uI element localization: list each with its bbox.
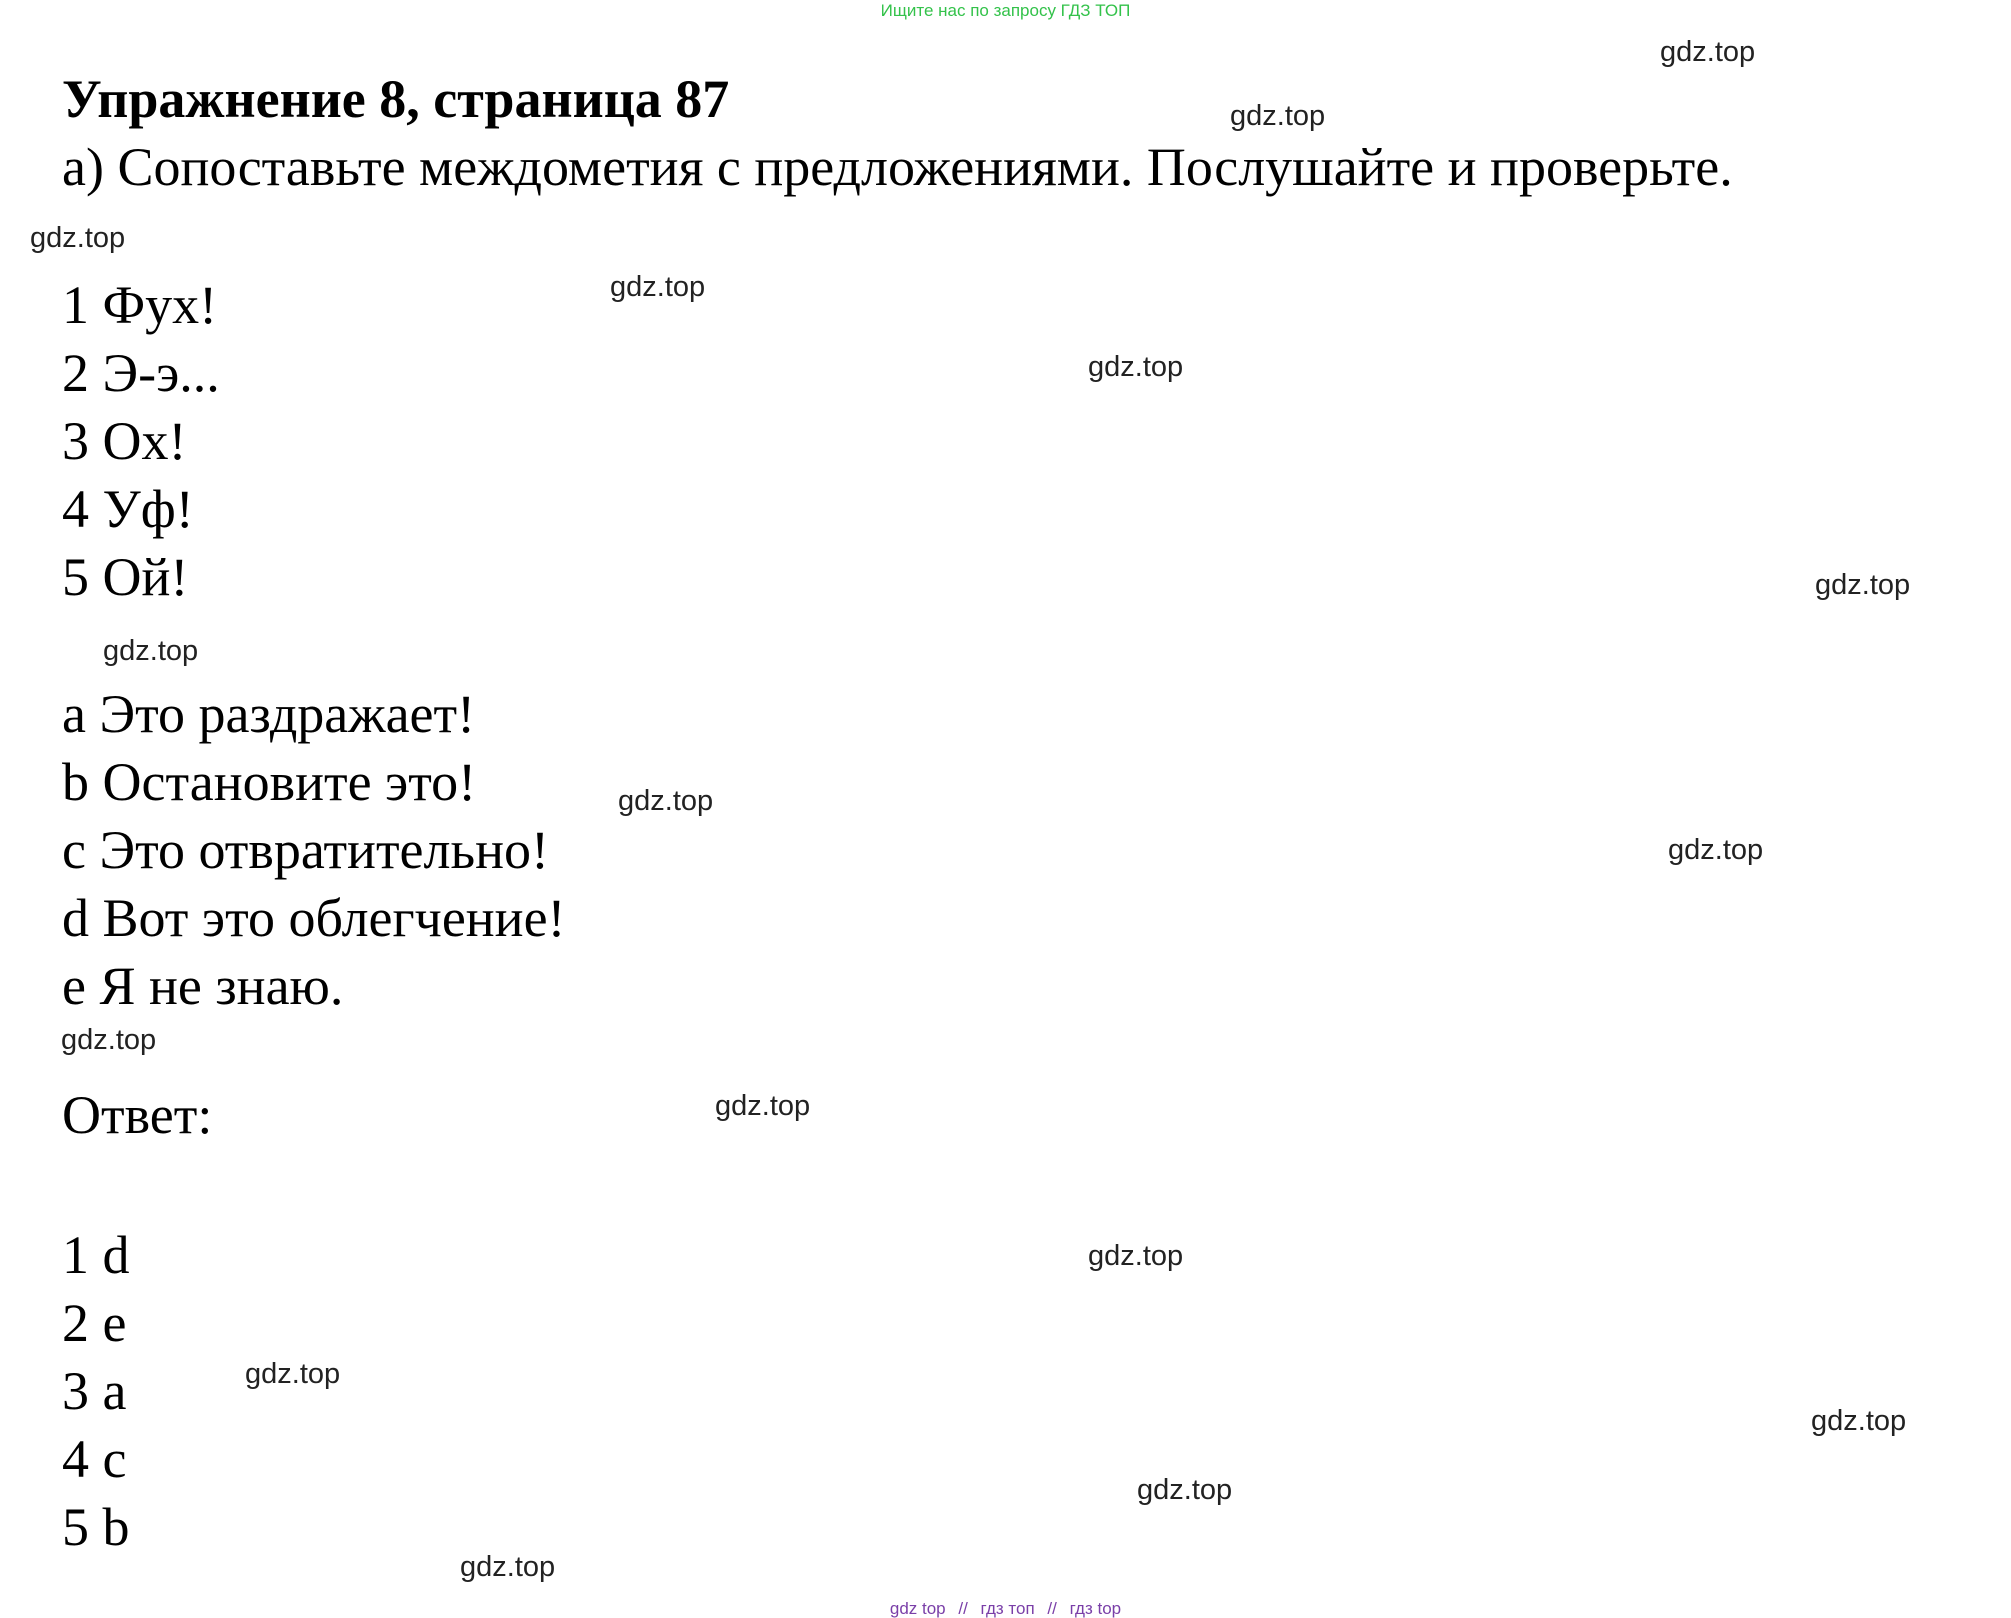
watermark: gdz.top — [1230, 100, 1326, 132]
interjection-item: 5 Ой! — [62, 547, 189, 607]
answer-label: Ответ: — [62, 1085, 213, 1145]
watermark: gdz.top — [715, 1090, 811, 1122]
watermark: gdz.top — [1811, 1405, 1907, 1437]
watermark: gdz.top — [245, 1358, 341, 1390]
watermark: gdz.top — [610, 271, 706, 303]
watermark: gdz.top — [1137, 1474, 1233, 1506]
watermark: gdz.top — [1660, 36, 1756, 68]
watermark: gdz.top — [460, 1551, 556, 1583]
footer-separator: // — [1047, 1599, 1057, 1618]
footer-separator: // — [958, 1599, 968, 1618]
exercise-instruction: a) Сопоставьте междометия с предложениями. Послушайте и проверьте. — [62, 137, 1733, 197]
sentence-item: b Остановите это! — [62, 752, 477, 812]
footer-link[interactable]: гдз top — [1069, 1599, 1122, 1618]
interjection-item: 4 Уф! — [62, 479, 194, 539]
answer-item: 2 e — [62, 1293, 127, 1353]
watermark: gdz.top — [103, 635, 199, 667]
exercise-title: Упражнение 8, страница 87 — [62, 69, 730, 129]
answer-item: 4 c — [62, 1429, 127, 1489]
footer-link[interactable]: гдз топ — [980, 1599, 1035, 1618]
answer-item: 1 d — [62, 1225, 130, 1285]
interjection-item: 1 Фух! — [62, 275, 218, 335]
answer-item: 3 a — [62, 1361, 127, 1421]
top-banner[interactable]: Ищите нас по запросу ГДЗ ТОП — [880, 1, 1131, 20]
watermark: gdz.top — [618, 785, 714, 817]
watermark: gdz.top — [1815, 569, 1911, 601]
answer-item: 5 b — [62, 1497, 130, 1557]
sentence-item: d Вот это облегчение! — [62, 888, 566, 948]
footer-links — [0, 1600, 2011, 1617]
interjection-item: 3 Ох! — [62, 411, 187, 471]
watermark: gdz.top — [1668, 834, 1764, 866]
sentence-item: c Это отвратительно! — [62, 820, 549, 880]
interjection-item: 2 Э-э... — [62, 343, 220, 403]
watermark: gdz.top — [61, 1024, 157, 1056]
watermark: gdz.top — [1088, 351, 1184, 383]
footer-link[interactable]: gdz top — [889, 1599, 946, 1618]
sentence-item: a Это раздражает! — [62, 684, 476, 744]
watermark: gdz.top — [30, 222, 126, 254]
sentence-item: e Я не знаю. — [62, 956, 344, 1016]
watermark: gdz.top — [1088, 1240, 1184, 1272]
